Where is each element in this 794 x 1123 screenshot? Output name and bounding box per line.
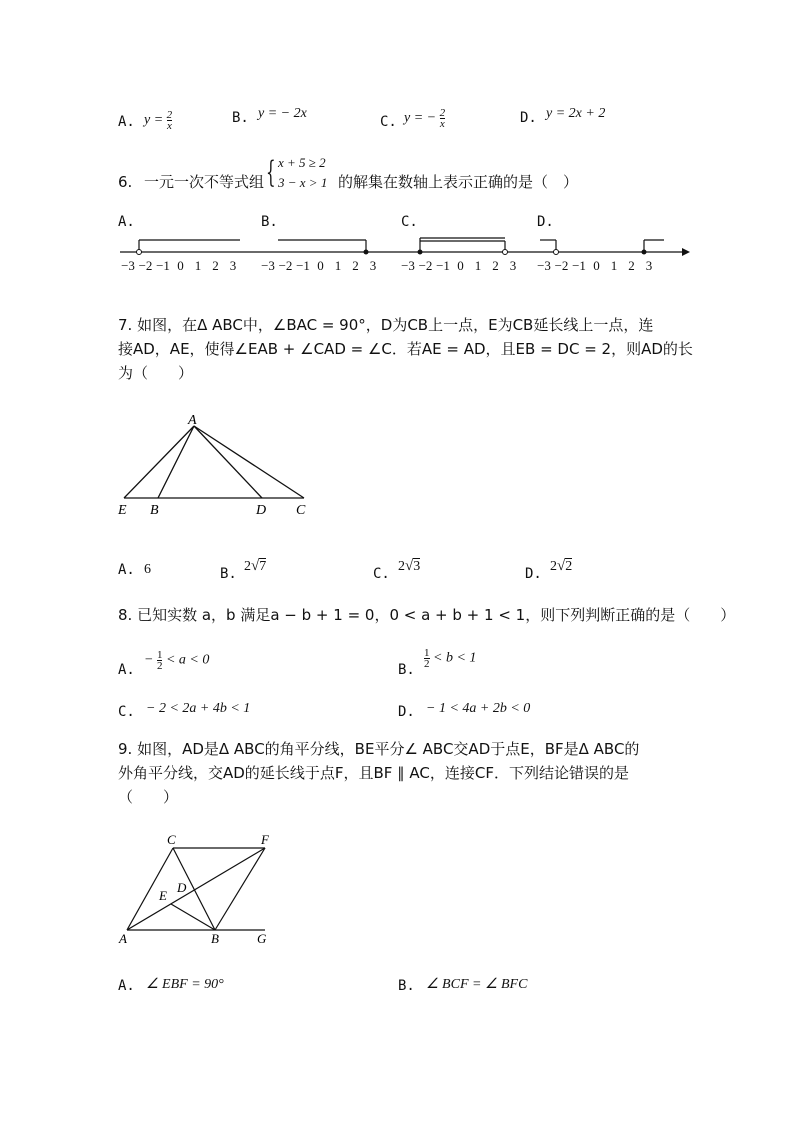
q9-stem-line3: （ ）	[118, 788, 179, 806]
q7-options	[118, 556, 738, 582]
q9-option-b-expr: ∠ BCF = ∠ BFC	[426, 977, 528, 992]
q9-label-e: E	[159, 888, 167, 903]
q8-option-d-expr: − 1 < 4a + 2b < 0	[426, 701, 531, 716]
q6-line1-tick-label: 2	[212, 258, 219, 273]
q6-number-lines	[0, 228, 794, 278]
q7-b-rad: 7	[259, 559, 267, 574]
q8-b-den: 2	[424, 658, 430, 670]
q6-line4-tick-label: −1	[572, 258, 586, 273]
q6-line1-tick-label: 1	[194, 258, 202, 273]
q9-option-a-expr: ∠ EBF = 90°	[146, 977, 224, 992]
q7-stem-line2: 接AD，AE，使得∠EAB + ∠CAD = ∠C．若AE = AD，且EB = DC = 2，则AD的长	[118, 340, 693, 358]
q6-line2-tick-label: 1	[334, 258, 342, 273]
q8-option-d-letter: D.	[398, 704, 415, 720]
q7-option-c-expr: 2√3	[398, 558, 421, 574]
q9-figure	[115, 830, 285, 950]
q7-option-a-letter: A.	[118, 562, 135, 578]
q8-option-c-expr: − 2 < 2a + 4b < 1	[146, 701, 251, 716]
q9-option-a-letter: A.	[118, 978, 135, 994]
q6-line3-tick-label: 1	[474, 258, 482, 273]
q7-stem-line1: 7. 如图，在Δ ABC中，∠BAC = 90°，D为CB上一点，E为CB延长线上一点，连	[118, 316, 654, 334]
q6-line2-tick-label: −2	[278, 258, 293, 273]
q7-label-e: E	[118, 503, 127, 518]
q8-stem: 8. 已知实数 a，b 满足a − b + 1 = 0，0 < a + b + 1 < 1，则下列判断正确的是（ ）	[118, 606, 736, 624]
q7-option-d-letter: D.	[525, 566, 542, 582]
q9-stem-line2: 外角平分线，交AD的延长线于点F，且BF ∥ AC，连接CF．下列结论错误的是	[118, 764, 629, 782]
q7-option-b-letter: B.	[220, 566, 237, 582]
q6-option-c-letter: C.	[401, 214, 418, 230]
q6-line3-tick-label: 3	[509, 258, 517, 273]
q5-option-a-letter: A.	[118, 114, 135, 130]
q9-label-g: G	[257, 931, 267, 946]
q6-line2-tick-label: −1	[296, 258, 310, 273]
q6-number: 6.	[118, 173, 133, 191]
q6-line4-tick-label: −3	[537, 258, 551, 273]
q6-b-closed-point	[364, 250, 369, 255]
q7-c-rad: 3	[413, 559, 421, 574]
q8-a-den: 2	[156, 660, 163, 672]
q6-option-a-letter: A.	[118, 214, 135, 230]
q6-system-line2: 3 − x > 1	[278, 175, 328, 190]
q6-line3-tick-label: −2	[418, 258, 433, 273]
q8-options	[118, 646, 738, 726]
q6-line2-tick-label: −3	[261, 258, 275, 273]
q8-b-post: < b < 1	[433, 650, 477, 666]
q6-line4-tick-label: 0	[593, 258, 600, 273]
q7-label-c: C	[296, 503, 306, 518]
q7-option-a-value: 6	[144, 562, 151, 577]
q5-option-d-letter: D.	[520, 110, 537, 126]
q9-label-f: F	[261, 832, 269, 847]
q5-option-b-letter: B.	[232, 110, 249, 126]
q7-label-a: A	[188, 413, 197, 428]
q9-label-a: A	[119, 931, 127, 946]
q7-option-b-expr: 2√7	[244, 558, 267, 574]
q6-brace: {	[266, 155, 276, 190]
q6-line1-tick-label: 3	[229, 258, 237, 273]
q6-line3-tick-label: 0	[457, 258, 464, 273]
q9-stem-line1: 9. 如图，AD是Δ ABC的角平分线，BE平分∠ ABC交AD于点E，BF是Δ ABC的	[118, 740, 640, 758]
q8-option-c-letter: C.	[118, 704, 135, 720]
q6-line1-tick-label: −1	[156, 258, 170, 273]
q5-c-den: x	[439, 118, 445, 130]
q5-a-num: 2	[166, 109, 173, 121]
q6-d-closed-point	[642, 250, 647, 255]
q6-line4-tick-label: 1	[610, 258, 618, 273]
q6-line2-tick-label: 3	[369, 258, 377, 273]
q6-line3-tick-label: 2	[492, 258, 499, 273]
q7-d-rad: 2	[565, 559, 573, 574]
q6-line1-tick-label: 0	[177, 258, 184, 273]
q7-stem-line3: 为（ ）	[118, 364, 194, 382]
q6-option-d-letter: D.	[537, 214, 554, 230]
q5-c-lhs: y = −	[404, 110, 437, 126]
q6-line4-tick-label: −2	[554, 258, 569, 273]
q5-a-den: x	[166, 120, 172, 132]
q7-option-d-expr: 2√2	[550, 558, 573, 574]
q5-option-c-expr	[404, 108, 445, 129]
q5-options	[118, 104, 738, 134]
q6-line1-tick-label: −2	[138, 258, 153, 273]
q6-line4-tick-label: 2	[628, 258, 635, 273]
q7-option-c-letter: C.	[373, 566, 390, 582]
q8-option-b-expr	[424, 648, 476, 669]
q8-option-a-expr	[144, 650, 209, 671]
q9-label-b: B	[211, 931, 219, 946]
q6-stem	[118, 152, 718, 202]
q7-c-coef: 2	[398, 559, 405, 574]
q7-d-coef: 2	[550, 559, 557, 574]
q9-options	[118, 974, 738, 1000]
q5-option-a-expr	[144, 110, 172, 131]
q8-option-b-letter: B.	[398, 662, 415, 678]
q8-b-num: 1	[424, 647, 430, 659]
q6-line3-tick-label: −1	[436, 258, 450, 273]
q6-line2-tick-label: 2	[352, 258, 359, 273]
q5-c-num: 2	[439, 107, 446, 119]
q9-option-b-letter: B.	[398, 978, 415, 994]
q6-c-closed-point	[418, 250, 423, 255]
q6-line3-tick-label: −3	[401, 258, 415, 273]
q5-option-d-expr: y = 2x + 2	[546, 106, 606, 121]
q6-c-open-point	[503, 250, 508, 255]
q8-a-post: < a < 0	[165, 652, 210, 668]
q6-text-after: 的解集在数轴上表示正确的是（ ）	[338, 173, 579, 191]
q6-system-line1: x + 5 ≥ 2	[278, 155, 326, 170]
q6-option-b-letter: B.	[261, 214, 278, 230]
q6-line1-tick-label: −3	[121, 258, 135, 273]
q6-d-open-point	[554, 250, 559, 255]
q8-a-num: 1	[156, 649, 163, 661]
q6-a-open-point	[137, 250, 142, 255]
q9-label-c: C	[167, 832, 176, 847]
q7-label-d: D	[256, 503, 267, 518]
q5-a-lhs: y =	[144, 112, 164, 128]
q7-figure	[110, 408, 320, 520]
q5-option-b-expr: y = − 2x	[258, 106, 307, 121]
q9-label-d: D	[177, 880, 187, 895]
q8-option-a-letter: A.	[118, 662, 135, 678]
q8-a-pre: −	[144, 652, 154, 668]
q6-line4-tick-label: 3	[645, 258, 653, 273]
q6-line2-tick-label: 0	[317, 258, 324, 273]
q6-text-before: 一元一次不等式组	[144, 173, 265, 191]
q7-b-coef: 2	[244, 559, 251, 574]
q5-option-c-letter: C.	[380, 114, 397, 130]
q7-label-b: B	[150, 503, 159, 518]
